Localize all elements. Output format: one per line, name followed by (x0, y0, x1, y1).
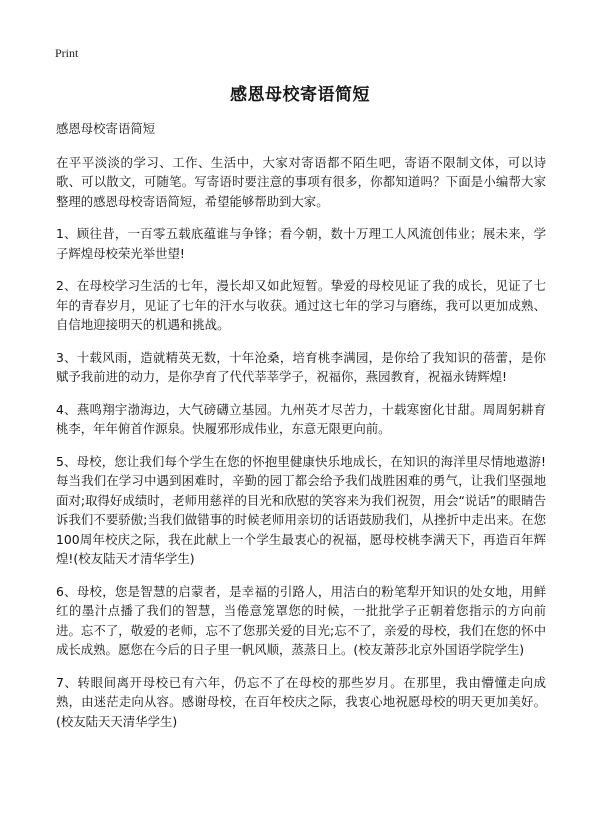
paragraph-5: 5、母校，您让我们每个学生在您的怀抱里健康快乐地成长，在知识的海洋里尽情地遨游!每当我们在学习中遇到困难时，辛勤的园丁都会给予我们战胜困难的勇气，让我们坚强地面对;取得好成绩时，老师用慈祥的目光和欣慰的笑容来为我们祝贺，用会“说话”的眼睛告诉我们不要骄傲;当我们做错事的时候老师用亲切的话语鼓励我们，从挫折中走出来。在您100周年校庆之际，我在此献上一个学生最衷心的祝福，愿母校桃李满天下，再造百年辉煌!(校友陆天才清华学生) (56, 453, 546, 566)
paragraph-2: 2、在母校学习生活的七年，漫长却又如此短暂。挚爱的母校见证了我的成长，见证了七年的青春岁月，见证了七年的汗水与收获。通过这七年的学习与磨练，我可以更加成熟、自信地迎接明天的机遇和挑战。 (56, 278, 546, 332)
page-title: 感恩母校寄语简短 (230, 85, 370, 105)
article-subtitle: 感恩母校寄语简短 (56, 121, 156, 136)
paragraph-1: 1、顾往昔，一百零五载底蕴谁与争锋；看今朝，数十万理工人风流创伟业；展未来，学子辉煌母校荣光举世望! (56, 226, 546, 261)
intro-paragraph: 在平平淡淡的学习、工作、生活中，大家对寄语都不陌生吧，寄语不限制文体，可以诗歌、可以散文，可随笔。写寄语时要注意的事项有很多，你都知道吗？下面是小编帮大家整理的感恩母校寄语简短，希望能够帮助到大家。 (56, 154, 546, 209)
print-link[interactable]: Print (55, 46, 79, 60)
paragraph-3: 3、十载风雨，造就精英无数，十年沧桑，培育桃李满园，是你给了我知识的蓓蕾，是你赋予我前进的动力，是你孕育了代代莘莘学子，祝福你，燕园教育，祝福永铸辉煌! (56, 349, 546, 384)
article-body (56, 119, 546, 744)
paragraph-7: 7、转眼间离开母校已有六年，仍忘不了在母校的那些岁月。在那里，我由懵懂走向成熟，由迷茫走向从容。感谢母校，在百年校庆之际，我衷心地祝愿母校的明天更加美好。(校友陆天天清华学生) (56, 674, 546, 729)
paragraph-6: 6、母校，您是智慧的启蒙者，是幸福的引路人，用洁白的粉笔犁开知识的处女地，用鲜红的墨汁点播了我们的智慧，当倦意笼罩您的时候，一批批学子正朝着您指示的方向前进。忘不了，敬爱的老师，忘不了您那关爱的目光;忘不了，亲爱的母校，我们在您的怀中成长成熟。愿您在今后的日子里一帆风顺，蒸蒸日上。(校友萧莎北京外国语学院学生) (56, 583, 546, 657)
paragraph-4: 4、燕鸣翔宇渤海边，大气磅礴立基园。九州英才尽苦力，十载寒窗化甘甜。周周躬耕育桃李，年年俯首作源泉。快履邪形成伟业，东意无限更向前。 (56, 401, 546, 436)
